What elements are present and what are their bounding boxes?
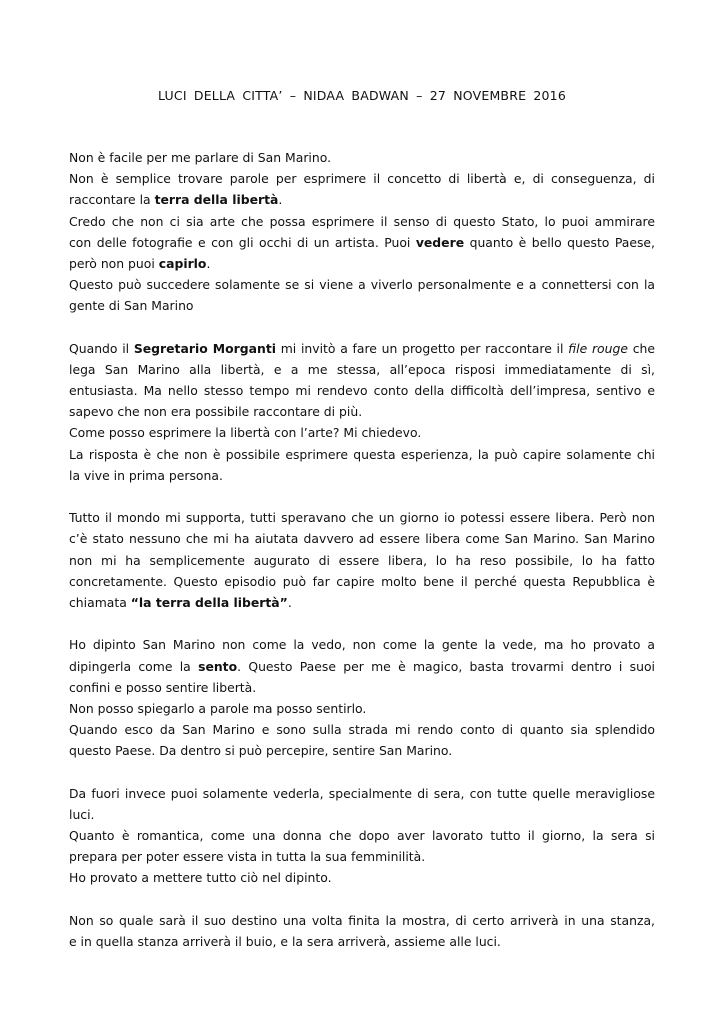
text-segment: non mi ha semplicemente augurato di essere libera, lo ha reso possibile, lo ha fatto: [69, 552, 655, 568]
text-segment: Non posso spiegarlo a parole ma posso sentirlo.: [69, 700, 367, 716]
text-line: [69, 656, 655, 677]
text-segment: prepara per poter essere vista in tutta la sua femminilità.: [69, 849, 426, 865]
text-segment: chiamata: [69, 594, 131, 610]
text-segment: c’è stato nessuno che mi ha aiutata davvero ad essere libera come San Marino. San Marino: [69, 531, 655, 547]
text-line: [69, 740, 655, 761]
text-line: [69, 825, 655, 846]
text-segment: . Questo Paese per me è magico, basta trovarmi dentro i suoi: [237, 658, 655, 674]
paragraph: [69, 783, 655, 889]
text-segment: Non è semplice trovare parole per esprimere il concetto di libertà e, di conseguenza, di: [69, 171, 655, 187]
text-line: [69, 634, 655, 655]
paragraph: [69, 338, 655, 486]
text-line: [69, 677, 655, 698]
text-segment: dipingerla come la: [69, 658, 199, 674]
text-segment: Tutto il mondo mi supporta, tutti speravano che un giorno io potessi essere libera. Però non: [69, 510, 655, 526]
text-line: [69, 867, 655, 888]
paragraph: [69, 634, 655, 761]
document-title: LUCI DELLA CITTA’ – NIDAA BADWAN – 27 NOVEMBRE 2016: [158, 88, 566, 103]
text-segment: raccontare la: [69, 192, 155, 208]
text-segment: quanto è bello questo Paese,: [464, 234, 655, 250]
text-line: [69, 274, 655, 295]
bold-text: vedere: [415, 234, 465, 250]
text-segment: però non puoi: [69, 255, 159, 271]
text-line: [69, 931, 655, 952]
bold-text: capirlo: [158, 255, 207, 271]
text-segment: la vive in prima persona.: [69, 467, 223, 483]
text-segment: .: [206, 255, 211, 271]
text-segment: questo Paese. Da dentro si può percepire, sentire San Marino.: [69, 743, 453, 759]
text-segment: Ho dipinto San Marino non come la vedo, non come la gente la vede, ma ho provato a: [69, 637, 655, 653]
paragraph: [69, 910, 655, 952]
text-line: [69, 211, 655, 232]
bold-text: terra della libertà: [154, 192, 279, 208]
text-segment: Non so quale sarà il suo destino una volta finita la mostra, di certo arriverà in una stanza,: [69, 912, 655, 928]
text-segment: gente di San Marino: [69, 298, 194, 314]
text-segment: con delle fotografie e con gli occhi di un artista. Puoi: [69, 234, 416, 250]
text-line: [69, 401, 655, 422]
text-line: [69, 592, 655, 613]
text-segment: Credo che non ci sia arte che possa esprimere il senso di questo Stato, lo puoi ammirare: [69, 213, 655, 229]
text-segment: Quando il: [69, 340, 134, 356]
text-segment: Quanto è romantica, come una donna che dopo aver lavorato tutto il giorno, la sera si: [69, 828, 655, 843]
text-line: [69, 550, 655, 571]
paragraph: [69, 507, 655, 613]
text-line: [69, 189, 655, 210]
bold-text: sento: [198, 658, 238, 674]
text-line: [69, 380, 655, 401]
text-segment: concretamente. Questo episodio può far capire molto bene il perché questa Repubblica è: [69, 573, 655, 589]
text-line: [69, 910, 655, 931]
text-segment: lega San Marino alla libertà, e a me stessa, all’epoca risposi immediatamente di sì,: [69, 361, 655, 377]
paragraph: [69, 147, 655, 317]
text-line: [69, 846, 655, 867]
text-line: [69, 719, 655, 740]
text-segment: Da fuori invece puoi solamente vederla, specialmente di sera, con tutte quelle meravigliose: [69, 785, 655, 801]
text-line: [69, 168, 655, 189]
text-segment: .: [287, 594, 292, 610]
text-line: [69, 253, 655, 274]
text-segment: Come posso esprimere la libertà con l’arte? Mi chiedevo.: [69, 425, 422, 441]
text-line: [69, 444, 655, 465]
text-line: [69, 359, 655, 380]
text-segment: e in quella stanza arriverà il buio, e la sera arriverà, assieme alle luci.: [69, 933, 501, 949]
bold-text: Segretario Morganti: [133, 340, 276, 356]
text-line: [69, 147, 655, 168]
text-segment: .: [278, 192, 283, 208]
bold-text: “la terra della libertà”: [130, 594, 288, 610]
text-line: [69, 783, 655, 804]
document-body: [69, 147, 655, 973]
text-segment: Non è facile per me parlare di San Marino.: [69, 150, 332, 165]
text-line: [69, 698, 655, 719]
text-segment: Quando esco da San Marino e sono sulla strada mi rendo conto di quanto sia splendido: [69, 722, 655, 738]
text-line: [69, 232, 655, 253]
italic-text: file rouge: [568, 340, 628, 356]
text-segment: entusiasta. Ma nello stesso tempo mi rendevo conto della difficoltà dell’impresa, sentivo e: [69, 383, 655, 399]
text-segment: Questo può succedere solamente se si viene a viverlo personalmente e a connettersi con la: [69, 277, 655, 293]
text-segment: luci.: [69, 806, 95, 822]
text-line: [69, 507, 655, 528]
text-segment: confini e posso sentire libertà.: [69, 679, 257, 695]
text-line: [69, 295, 655, 316]
text-segment: che: [627, 340, 655, 356]
text-line: [69, 422, 655, 443]
text-line: [69, 804, 655, 825]
text-segment: sapevo che non era possibile raccontare di più.: [69, 404, 363, 420]
text-line: [69, 528, 655, 549]
text-line: [69, 571, 655, 592]
text-segment: mi invitò a fare un progetto per raccontare il: [276, 340, 569, 356]
text-segment: Ho provato a mettere tutto ciò nel dipinto.: [69, 870, 332, 886]
text-line: [69, 338, 655, 359]
text-line: [69, 465, 655, 486]
text-segment: La risposta è che non è possibile esprimere questa esperienza, la può capire solamente chi: [69, 446, 655, 462]
